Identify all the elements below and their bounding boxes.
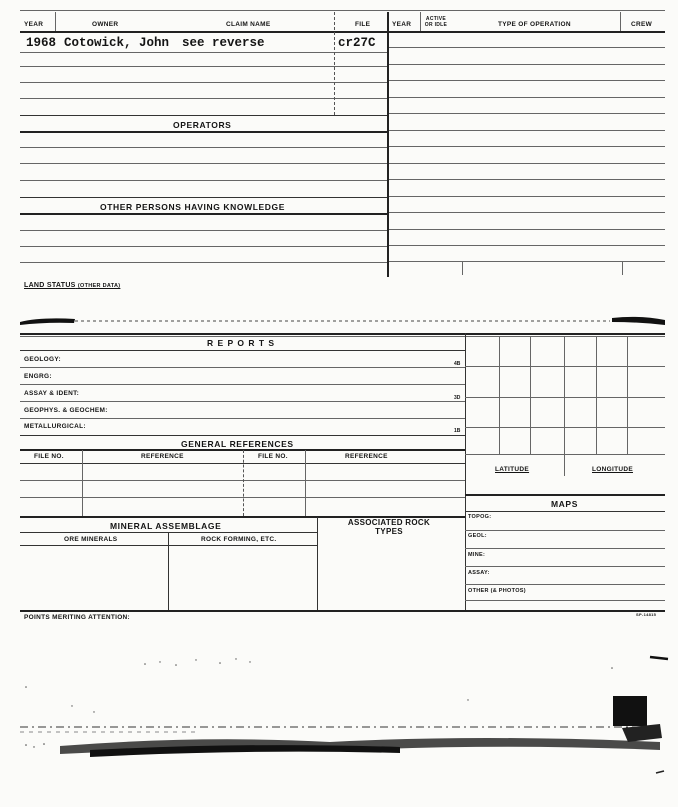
- rule-line: [389, 261, 665, 262]
- col-header-file: FILE: [355, 21, 371, 28]
- rule-line: [389, 80, 665, 81]
- col-divider: [55, 12, 56, 31]
- rule-line: [20, 246, 387, 247]
- rule-line: [465, 511, 665, 512]
- col-header-active-or-idle: ACTIVE OR IDLE: [424, 16, 448, 28]
- col-divider: [317, 517, 318, 610]
- report-engrg: ENGRG:: [24, 373, 52, 380]
- entry-owner: Cotowick, John: [64, 36, 170, 50]
- form-code: SP-14815: [636, 612, 657, 617]
- rule-line: [20, 401, 465, 402]
- rule-line: [20, 213, 387, 215]
- maps-mine: MINE:: [468, 552, 486, 558]
- grid-line: [530, 336, 531, 454]
- col-header-year: YEAR: [24, 21, 44, 28]
- maps-topog: TOPOG:: [468, 514, 492, 520]
- entry-file: cr27C: [338, 36, 376, 50]
- rule-line: [389, 47, 665, 48]
- col-divider: [420, 12, 421, 31]
- entry-claim-name: see reverse: [182, 36, 265, 50]
- ore-minerals-label: ORE MINERALS: [64, 536, 118, 543]
- rule-line: [20, 163, 387, 164]
- rule-line: [389, 245, 665, 246]
- rule-line: [389, 113, 665, 114]
- points-meriting-attention-label: POINTS MERITING ATTENTION:: [24, 614, 131, 621]
- col-divider: [387, 12, 389, 277]
- rule-line: [20, 230, 387, 231]
- report-geophys: GEOPHYS. & GEOCHEM:: [24, 407, 108, 414]
- col-header-year-2: YEAR: [392, 21, 412, 28]
- rule-line: [465, 566, 665, 567]
- mineral-assemblage-heading: MINERAL ASSEMBLAGE: [110, 521, 222, 531]
- col-divider: [243, 450, 244, 516]
- grid-line: [465, 366, 665, 367]
- grid-line: [499, 336, 500, 454]
- rule-line: [20, 384, 465, 385]
- rule-line: [389, 64, 665, 65]
- rule-line: [389, 179, 665, 180]
- ref-col-reference: REFERENCE: [141, 453, 184, 460]
- grid-line: [465, 397, 665, 398]
- reports-heading: R E P O R T S: [207, 338, 276, 348]
- col-header-crew: CREW: [631, 21, 653, 28]
- report-metallurgical-code: 1B: [454, 428, 461, 434]
- rule-line: [20, 66, 387, 67]
- report-geology-code: 4B: [454, 361, 461, 367]
- rule-line: [20, 131, 387, 133]
- entry-year: 1968: [26, 36, 57, 50]
- report-assay: ASSAY & IDENT:: [24, 390, 80, 397]
- land-status-heading: LAND STATUS (OTHER DATA): [24, 282, 121, 289]
- report-metallurgical: METALLURGICAL:: [24, 423, 86, 430]
- grid-line: [627, 336, 628, 454]
- rule-line: [20, 350, 465, 351]
- grid-line: [465, 427, 665, 428]
- rule-line: [20, 333, 665, 335]
- operators-heading: OPERATORS: [173, 120, 232, 130]
- grid-line: [596, 336, 597, 454]
- latitude-label: LATITUDE: [495, 466, 530, 473]
- other-persons-heading: OTHER PERSONS HAVING KNOWLEDGE: [100, 202, 286, 212]
- rule-line: [389, 229, 665, 230]
- col-header-owner: OWNER: [92, 21, 119, 28]
- grid-line: [465, 454, 665, 455]
- col-header-type-of-operation: TYPE OF OPERATION: [498, 21, 571, 28]
- col-divider: [465, 333, 466, 610]
- rule-line: [20, 98, 387, 99]
- rule-line: [20, 435, 465, 436]
- col-divider: [82, 450, 83, 516]
- rule-line: [20, 52, 387, 53]
- rule-line: [20, 610, 665, 612]
- rule-line: [20, 115, 387, 116]
- rule-line: [389, 130, 665, 131]
- rule-line: [20, 367, 465, 368]
- scan-noise-area: [0, 650, 678, 800]
- col-divider: [620, 12, 621, 31]
- rule-line: [20, 180, 387, 181]
- col-divider: [334, 12, 335, 115]
- rule-line: [389, 196, 665, 197]
- rule-line: [20, 336, 665, 337]
- top-edge-line: [20, 10, 665, 11]
- col-divider: [168, 533, 169, 610]
- rule-line: [389, 146, 665, 147]
- general-references-heading: GENERAL REFERENCES: [181, 439, 294, 449]
- scan-smudge-band: [0, 310, 678, 330]
- associated-rock-types-heading: ASSOCIATED ROCK TYPES: [347, 518, 431, 536]
- report-geology: GEOLOGY:: [24, 356, 61, 363]
- rule-line: [389, 212, 665, 213]
- rule-line: [389, 163, 665, 164]
- rule-line: [465, 548, 665, 549]
- ref-col-reference-2: REFERENCE: [345, 453, 388, 460]
- ref-col-file-no: FILE NO.: [34, 453, 64, 460]
- rule-line: [465, 530, 665, 531]
- ref-col-file-no-2: FILE NO.: [258, 453, 288, 460]
- longitude-label: LONGITUDE: [592, 466, 633, 473]
- grid-line: [564, 336, 565, 476]
- maps-geol: GEOL:: [468, 533, 487, 539]
- report-assay-code: 3D: [454, 395, 461, 401]
- header-rule: [20, 31, 665, 33]
- col-header-claim-name: CLAIM NAME: [226, 21, 271, 28]
- rock-forming-label: ROCK FORMING, ETC.: [201, 536, 277, 543]
- rule-line: [20, 82, 387, 83]
- rule-line: [20, 418, 465, 419]
- maps-heading: MAPS: [551, 499, 578, 509]
- rule-line: [20, 262, 387, 263]
- rule-line: [389, 97, 665, 98]
- rule-line: [465, 584, 665, 585]
- maps-assay: ASSAY:: [468, 570, 490, 576]
- col-divider: [622, 261, 623, 275]
- col-divider: [462, 261, 463, 275]
- maps-other: OTHER (& PHOTOS): [468, 588, 526, 594]
- rule-line: [465, 600, 665, 601]
- rule-line: [20, 197, 387, 198]
- rule-line: [465, 494, 665, 496]
- col-divider: [305, 450, 306, 516]
- rule-line: [20, 147, 387, 148]
